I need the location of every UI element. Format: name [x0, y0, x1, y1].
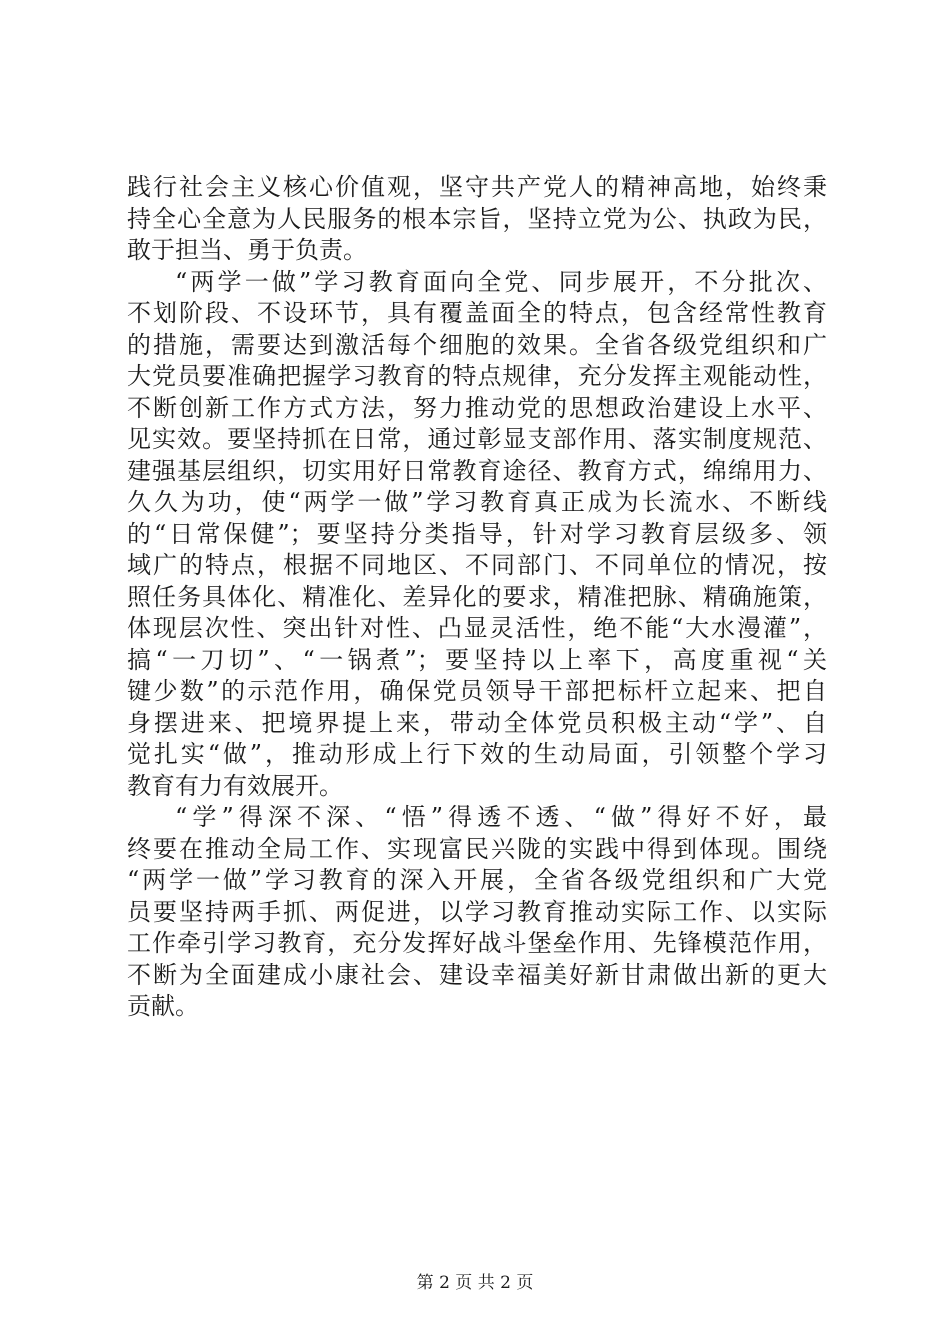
text-line: 觉扎实“做”，推动形成上行下效的生动局面，引领整个学习 — [127, 740, 827, 768]
text-line: 终要在推动全局工作、实现富民兴陇的实践中得到体现。围绕 — [127, 834, 827, 863]
text-line: 建强基层组织，切实用好日常教育途径、教育方式，绵绵用力、 — [127, 456, 827, 485]
text-line: 身摆进来、把境界提上来，带动全体党员积极主动“学”、自 — [127, 708, 827, 737]
text-line: 持全心全意为人民服务的根本宗旨，坚持立党为公、执政为民， — [127, 204, 827, 233]
text-line: 体现层次性、突出针对性、凸显灵活性，绝不能“大水漫灌”， — [127, 614, 827, 642]
text-line: 域广的特点，根据不同地区、不同部门、不同单位的情况，按 — [127, 551, 827, 579]
text-line: 的措施，需要达到激活每个细胞的效果。全省各级党组织和广 — [127, 330, 827, 359]
text-line: 工作牵引学习教育，充分发挥好战斗堡垒作用、先锋模范作用， — [127, 929, 827, 957]
text-line: 不划阶段、不设环节，具有覆盖面全的特点，包含经常性教育 — [127, 299, 827, 327]
text-line: 贡献。 — [127, 992, 199, 1020]
text-line: 搞“一刀切”、“一锅煮”；要坚持以上率下，高度重视“关 — [127, 645, 827, 674]
text-line: 践行社会主义核心价值观，坚守共产党人的精神高地，始终秉 — [127, 173, 827, 201]
document-body — [127, 172, 827, 1023]
text-line: “两学一做”学习教育的深入开展，全省各级党组织和广大党 — [127, 866, 827, 894]
text-line: “两学一做”学习教育面向全党、同步展开，不分批次、 — [175, 267, 827, 296]
text-line: 大党员要准确把握学习教育的特点规律，充分发挥主观能动性， — [127, 362, 827, 390]
text-line: 不断创新工作方式方法，努力推动党的思想政治建设上水平、 — [127, 393, 827, 422]
page-footer: 第 2 页 共 2 页 — [416, 1273, 534, 1293]
paragraph — [127, 172, 827, 267]
text-line: 照任务具体化、精准化、差异化的要求，精准把脉、精确施策， — [127, 582, 827, 611]
text-line: 见实效。要坚持抓在日常，通过彰显支部作用、落实制度规范、 — [127, 425, 827, 453]
paragraph — [127, 267, 827, 803]
text-line: 员要坚持两手抓、两促进，以学习教育推动实际工作、以实际 — [127, 897, 827, 926]
text-line: 敢于担当、勇于负责。 — [127, 236, 367, 264]
text-line: 久久为功，使“两学一做”学习教育真正成为长流水、不断线 — [127, 488, 827, 516]
text-line: 的“日常保健”；要坚持分类指导，针对学习教育层级多、领 — [127, 519, 827, 548]
text-line: 键少数”的示范作用，确保党员领导干部把标杆立起来、把自 — [127, 677, 827, 705]
text-line: 教育有力有效展开。 — [127, 771, 343, 800]
text-line: 不断为全面建成小康社会、建设幸福美好新甘肃做出新的更大 — [127, 960, 827, 989]
paragraph — [127, 802, 827, 1023]
text-line: “学”得深不深、“悟”得透不透、“做”得好不好，最 — [175, 803, 827, 831]
